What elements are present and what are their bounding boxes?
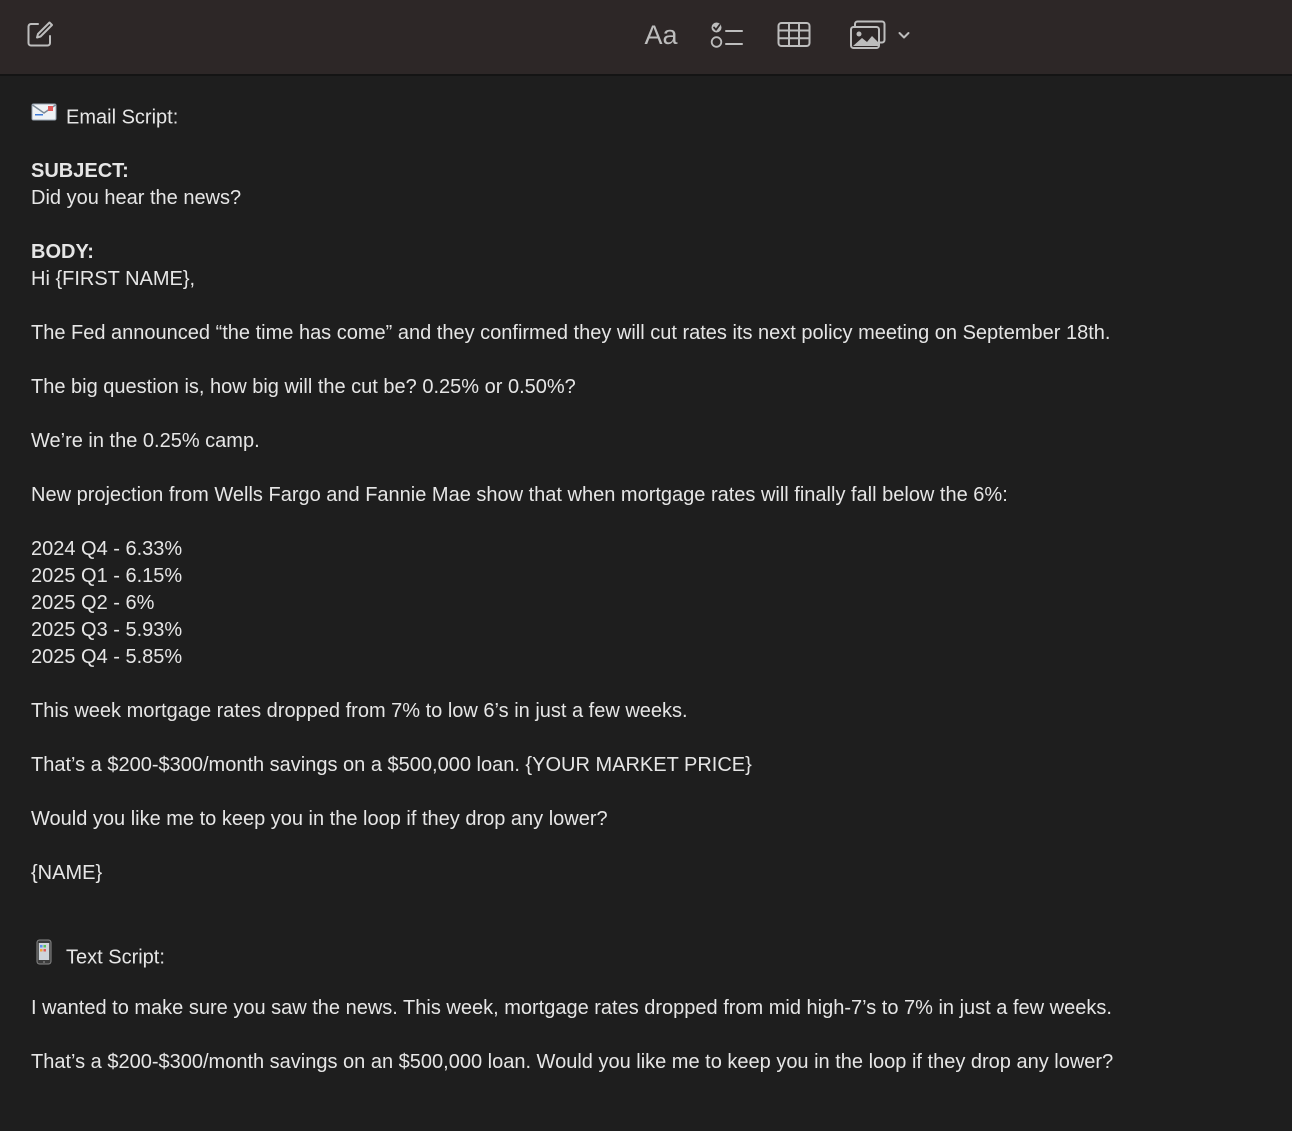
chevron-down-icon xyxy=(897,28,911,42)
paragraph-savings: That’s a $200-$300/month savings on a $500,000 loan. {YOUR MARKET PRICE} xyxy=(31,754,752,776)
projection-item: 2025 Q1 - 6.15% xyxy=(31,565,183,587)
compose-button[interactable] xyxy=(24,18,56,50)
text-heading: Text Script: xyxy=(66,946,165,969)
table-icon xyxy=(777,21,811,49)
format-label: Aa xyxy=(644,19,678,50)
checklist-button[interactable] xyxy=(708,18,746,52)
paragraph-question: The big question is, how big will the cut be? 0.25% or 0.50%? xyxy=(31,376,576,398)
text-heading-line xyxy=(31,941,1271,968)
text-paragraph-savings: That’s a $200-$300/month savings on an $500,000 loan. Would you like me to keep you in the loop if they drop any lower? xyxy=(31,1051,1114,1073)
table-button[interactable] xyxy=(774,18,814,52)
envelope-icon xyxy=(31,102,57,130)
subject-label: SUBJECT: xyxy=(31,160,129,182)
media-icon xyxy=(849,19,889,51)
signature: {NAME} xyxy=(31,862,103,884)
paragraph-loop: Would you like me to keep you in the loop if they drop any lower? xyxy=(31,808,608,830)
email-heading: Email Script: xyxy=(66,106,179,129)
projection-item: 2025 Q2 - 6% xyxy=(31,592,155,614)
subject-text: Did you hear the news? xyxy=(31,187,242,209)
format-button[interactable] xyxy=(640,16,682,54)
projection-item: 2024 Q4 - 6.33% xyxy=(31,538,183,560)
projection-item: 2025 Q3 - 5.93% xyxy=(31,619,183,641)
note-body[interactable] xyxy=(31,104,1271,1076)
toolbar xyxy=(0,0,1292,76)
email-heading-line xyxy=(31,104,1271,131)
paragraph-projection: New projection from Wells Fargo and Fannie Mae show that when mortgage rates will finally fall below the 6%: xyxy=(31,484,1008,506)
checklist-icon xyxy=(710,20,744,50)
projection-item: 2025 Q4 - 5.85% xyxy=(31,646,183,668)
body-label: BODY: xyxy=(31,241,94,263)
paragraph-camp: We’re in the 0.25% camp. xyxy=(31,430,260,452)
paragraph-fed: The Fed announced “the time has come” and they confirmed they will cut rates its next policy meeting on September 18th. xyxy=(31,322,1111,344)
media-button[interactable] xyxy=(846,16,914,54)
paragraph-rates-dropped: This week mortgage rates dropped from 7% to low 6’s in just a few weeks. xyxy=(31,700,688,722)
mobile-phone-icon xyxy=(31,939,57,973)
compose-icon xyxy=(25,19,55,49)
greeting: Hi {FIRST NAME}, xyxy=(31,268,196,290)
text-paragraph-news: I wanted to make sure you saw the news. This week, mortgage rates dropped from mid high-7’s to 7% in just a few weeks. xyxy=(31,997,1112,1019)
